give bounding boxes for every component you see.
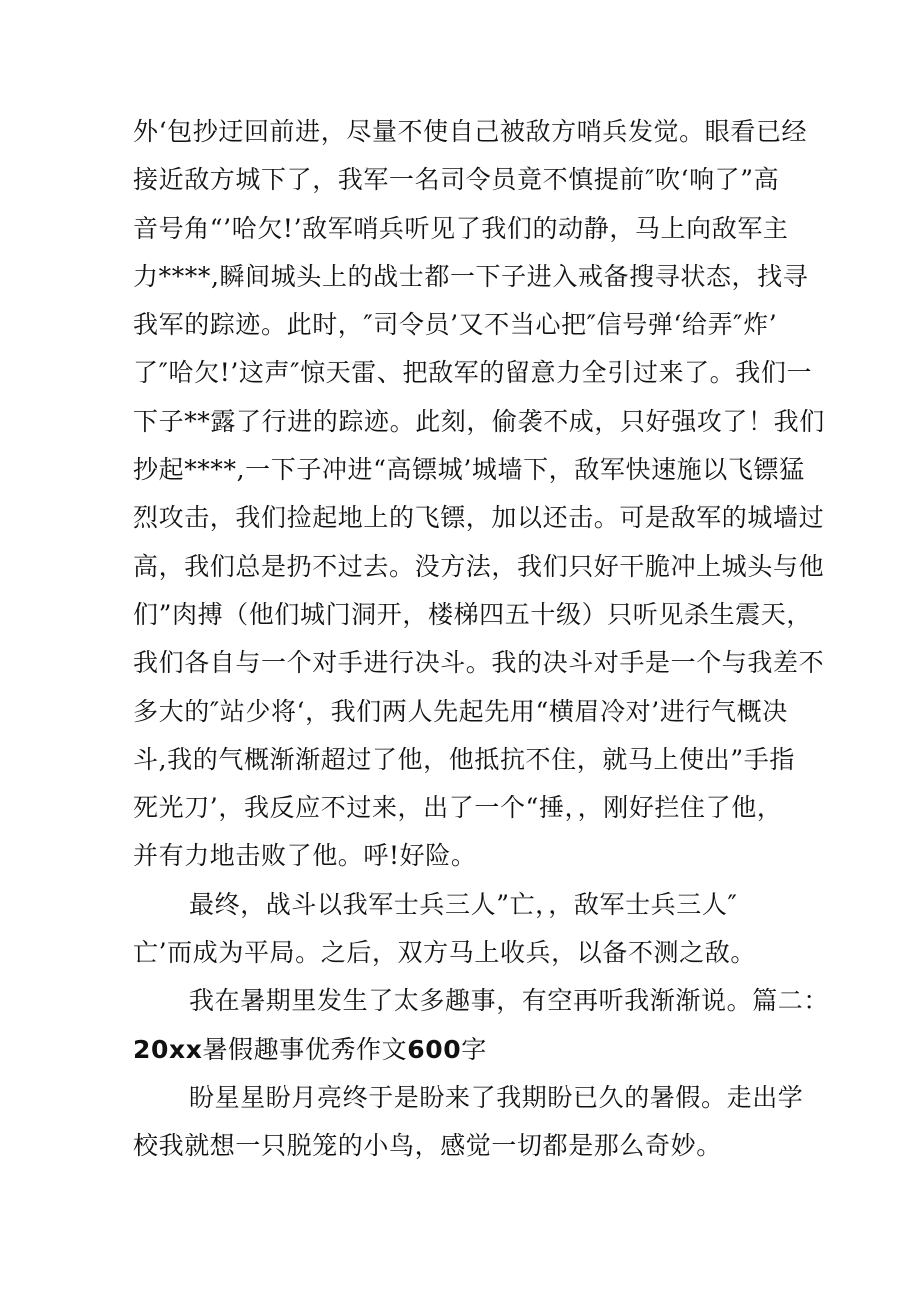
heading-year: 20xx — [133, 1034, 203, 1064]
text-line: 死光刀’，我反应不过来，出了一个“捶，，刚好拦住了他， — [133, 793, 783, 823]
text-line: 我们各自与一个对手进行决斗。我的决斗对手是一个与我差不 — [133, 648, 825, 678]
text-line: 多大的″站少将‘，我们两人先起先用“横眉冷对’进行气概决 — [133, 696, 788, 726]
text-line: 力****,瞬间城头上的战士都一下子进入戒备搜寻状态，找寻 — [133, 261, 809, 291]
text-line: 们”肉搏（他们城门洞开，楼梯四五十级）只听见杀生震天， — [133, 599, 812, 629]
heading-title: 暑假趣事优秀作文 — [202, 1034, 408, 1064]
text-line: 抄起****,一下子冲进“高镖城’城墙下，敌军快速施以飞镖猛 — [133, 455, 805, 485]
paragraph-4-line-1: 盼星星盼月亮终于是盼来了我期盼已久的暑假。走出学 — [189, 1082, 804, 1112]
text-line: 外‘包抄迂回前进，尽量不使自己被敌方哨兵发觉。眼看已经 — [133, 117, 808, 146]
heading-suffix: 字 — [461, 1034, 487, 1064]
text-line: 并有力地击败了他。呼!好险。 — [133, 841, 477, 871]
section-heading — [133, 1026, 793, 1074]
paragraph-3-line-1: 我在暑期里发生了太多趣事，有空再听我渐渐说。篇二： — [189, 986, 830, 1016]
text-line: 接近敌方城下了，我军一名司令员竟不慎提前″吹‘响了”高 — [133, 165, 780, 195]
text-line: 烈攻击，我们捡起地上的飞镖，加以还击。可是敌军的城墙过 — [133, 503, 825, 533]
text-line: 我军的踪迹。此时，″司令员’又不当心把″信号弹‘给弄″炸’ — [133, 310, 778, 340]
paragraph-4-line-2: 校我就想一只脱笼的小鸟，感觉一切都是那么奇妙。 — [133, 1131, 722, 1161]
document-body — [133, 108, 830, 1171]
paragraph-2-line-2: 亡’而成为平局。之后，双方马上收兵，以备不测之敌。 — [133, 938, 756, 968]
text-line: 了″哈欠!’这声″惊天雷、把敌军的留意力全引过来了。我们一 — [133, 358, 813, 388]
heading-word-count: 600 — [407, 1034, 462, 1064]
text-line: 高，我们总是扔不过去。没方法，我们只好干脆冲上城头与他 — [133, 551, 825, 581]
text-line: 斗,我的气概渐渐超过了他，他抵抗不住，就马上使出”手指 — [133, 744, 795, 774]
text-line: 音号角“’哈欠!’敌军哨兵听见了我们的动静，马上向敌军主 — [133, 213, 789, 243]
paragraph-2-line-1: 最终，战斗以我军士兵三人”亡，，敌军士兵三人″ — [189, 889, 738, 919]
text-line: 下子**露了行进的踪迹。此刻，偷袭不成，只好强攻了！我们 — [133, 406, 825, 436]
